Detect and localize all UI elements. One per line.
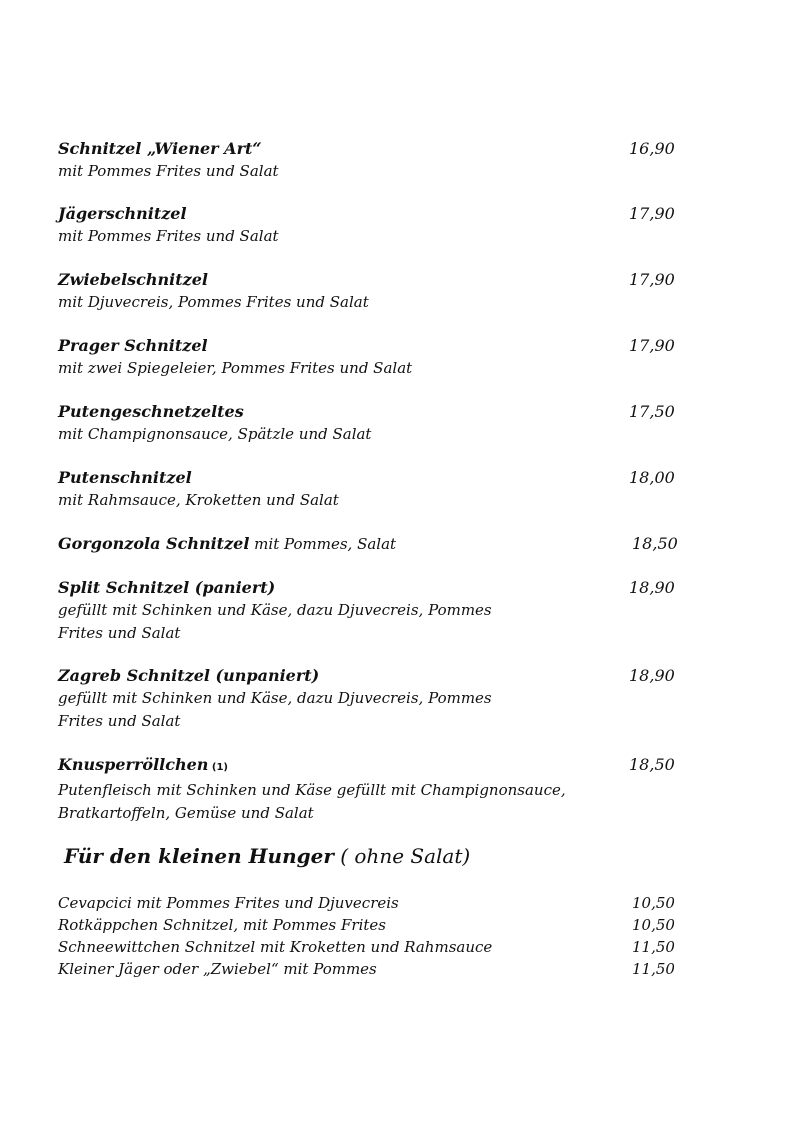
item-price: 18,50 (632, 534, 678, 553)
item-price: 17,90 (629, 204, 675, 223)
item-name: Gorgonzola Schnitzel (58, 534, 250, 553)
list-item (58, 914, 688, 936)
item-name: Split Schnitzel (paniert) (58, 578, 276, 597)
section-title: Für den kleinen Hunger (64, 844, 334, 868)
menu-item (58, 401, 688, 446)
item-name: Rotkäppchen Schnitzel, mit Pommes Frites (58, 916, 386, 934)
item-name-line (58, 754, 688, 779)
item-price: 18,00 (629, 468, 675, 487)
item-name: Zwiebelschnitzel (58, 270, 208, 289)
item-name: Putengeschnetzeltes (58, 402, 244, 421)
item-price: 11,50 (632, 960, 675, 978)
item-price: 17,50 (629, 402, 675, 421)
item-name: Cevapcici mit Pommes Frites und Djuvecreis (58, 894, 399, 912)
allergen-note: (1) (208, 762, 229, 773)
item-price: 18,50 (629, 755, 675, 774)
item-description: Putenfleisch mit Schinken und Käse gefüllt mit Champignonsauce, Bratkartoffeln, Gemüse und Salat (58, 781, 566, 822)
item-description: mit Djuvecreis, Pommes Frites und Salat (58, 293, 369, 311)
list-item (58, 936, 688, 958)
item-description: mit zwei Spiegeleier, Pommes Frites und Salat (58, 359, 413, 377)
item-name: Schneewittchen Schnitzel mit Kroketten und Rahmsauce (58, 938, 493, 956)
menu-item (58, 533, 688, 555)
menu-item (58, 467, 688, 512)
item-name: Prager Schnitzel (58, 336, 208, 355)
menu-item (58, 754, 688, 825)
item-price: 17,90 (629, 270, 675, 289)
item-price: 10,50 (632, 916, 675, 934)
item-name: Jägerschnitzel (58, 204, 187, 223)
item-description: mit Pommes Frites und Salat (58, 227, 279, 245)
section-heading (64, 842, 470, 870)
item-description: mit Pommes, Salat (249, 535, 397, 553)
list-item (58, 958, 688, 980)
menu-item (58, 665, 688, 733)
item-price: 11,50 (632, 938, 675, 956)
menu-item (58, 269, 688, 314)
item-name: Putenschnitzel (58, 468, 192, 487)
section-subtitle: ( ohne Salat) (333, 844, 471, 868)
item-description: gefüllt mit Schinken und Käse, dazu Djuvecreis, Pommes Frites und Salat (58, 601, 492, 642)
item-description: mit Rahmsauce, Kroketten und Salat (58, 491, 339, 509)
item-description: mit Pommes Frites und Salat (58, 162, 279, 180)
item-name: Schnitzel „Wiener Art“ (58, 139, 262, 158)
menu-item (58, 138, 688, 183)
item-price: 17,90 (629, 336, 675, 355)
item-name: Zagreb Schnitzel (unpaniert) (58, 666, 320, 685)
list-item (58, 892, 688, 914)
menu-item (58, 577, 688, 645)
item-name-line (58, 533, 688, 555)
item-name: Knusperröllchen (58, 755, 209, 774)
item-price: 16,90 (629, 139, 675, 158)
item-price: 18,90 (629, 578, 675, 597)
item-name: Kleiner Jäger oder „Zwiebel“ mit Pommes (58, 960, 377, 978)
item-price: 10,50 (632, 894, 675, 912)
small-hunger-list (58, 892, 688, 980)
menu-item (58, 203, 688, 248)
item-description: mit Champignonsauce, Spätzle und Salat (58, 425, 372, 443)
menu-item (58, 335, 688, 380)
item-description: gefüllt mit Schinken und Käse, dazu Djuvecreis, Pommes Frites und Salat (58, 689, 492, 730)
item-price: 18,90 (629, 666, 675, 685)
